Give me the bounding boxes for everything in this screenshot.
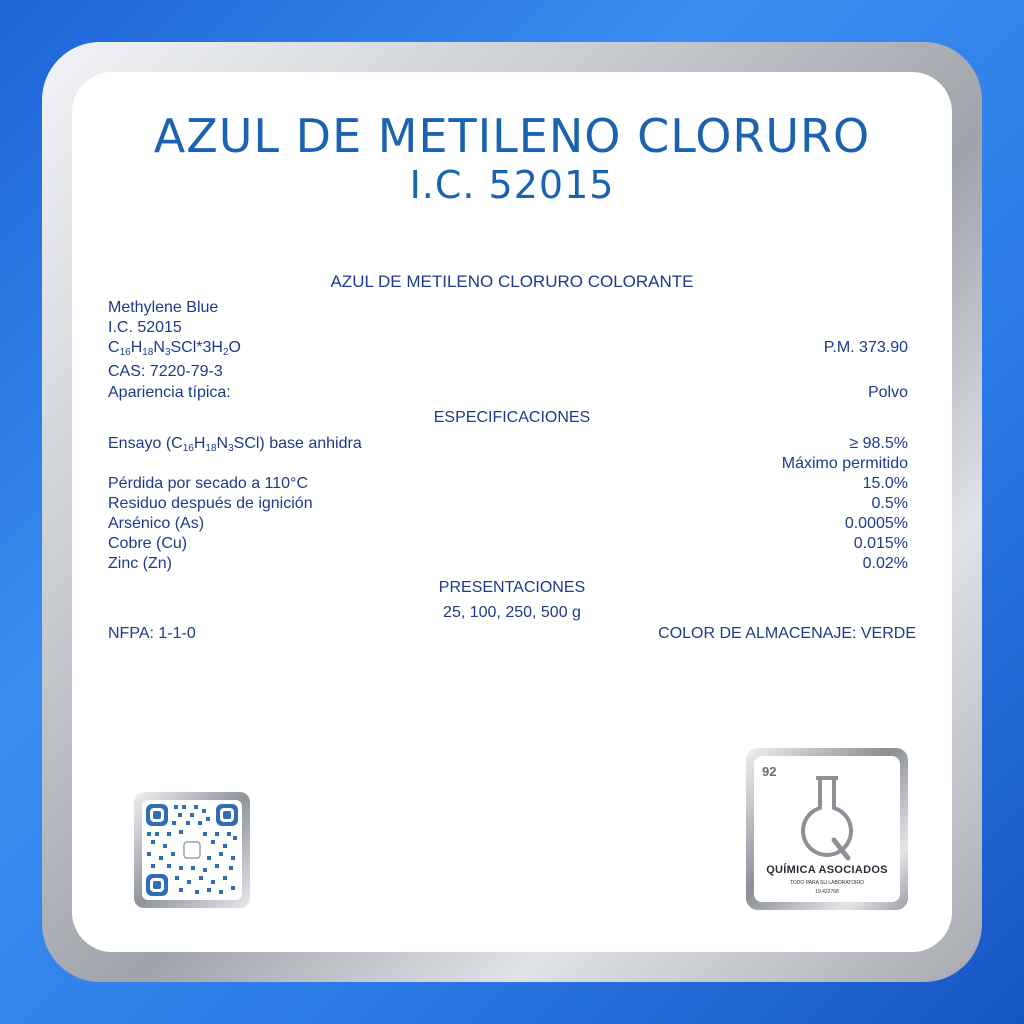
appearance-value: Polvo	[867, 384, 908, 401]
spec-row-value: 15.0%	[862, 475, 908, 492]
english-name: Methylene Blue	[108, 299, 219, 316]
spec-row-label: Cobre (Cu)	[108, 535, 188, 552]
logo-company-name: QUÍMICA ASOCIADOS	[766, 864, 888, 876]
spec-row-label: Residuo después de ignición	[108, 495, 313, 512]
color-index: I.C. 52015	[108, 319, 182, 336]
assay-label: Ensayo $(C_{16}H_{18}N_3SCl)$ base anhidra	[108, 435, 362, 454]
logo-number: 92	[762, 764, 777, 779]
logo-tagline: TODO PARA SU LABORATORIO	[789, 880, 865, 886]
appearance-label: Apariencia típica:	[108, 384, 231, 401]
spec-row-value: 0.0005%	[844, 515, 908, 532]
cas-number: CAS: 7220-79-3	[108, 363, 223, 380]
specs-heading: ESPECIFICACIONES	[433, 409, 591, 426]
spec-row-value: 0.015%	[853, 535, 908, 552]
chemical-formula: $C_{16}H_{18}N_3SCl*3H_2O$	[108, 339, 241, 358]
qr-code-icon	[142, 800, 242, 900]
page-title: AZUL DE METILENO CLORURO	[153, 109, 871, 163]
spec-row-label: Zinc (Zn)	[108, 555, 172, 572]
presentations-heading: PRESENTACIONES	[438, 579, 586, 596]
presentation-sizes: 25, 100, 250, 500 g	[443, 604, 581, 621]
max-allowed-label: Máximo permitido	[781, 455, 908, 472]
storage-color: COLOR DE ALMACENAJE: VERDE	[658, 625, 916, 642]
spec-row-label: Pérdida por secado a 110°C	[108, 475, 309, 492]
spec-row-value: 0.5%	[871, 495, 908, 512]
assay-value: ≥ 98.5%	[849, 435, 908, 452]
company-logo	[746, 748, 908, 910]
nfpa-rating: NFPA: 1-1-0	[108, 625, 196, 642]
flask-icon	[794, 774, 860, 862]
product-heading: AZUL DE METILENO CLORURO COLORANTE	[330, 272, 694, 291]
page-subtitle: I.C. 52015	[409, 163, 615, 207]
logo-phone: 19.422768	[815, 889, 839, 895]
molecular-weight: P.M. 373.90	[823, 339, 908, 356]
qr-code-frame[interactable]	[134, 792, 250, 908]
spec-row-value: 0.02%	[862, 555, 908, 572]
spec-row-label: Arsénico (As)	[108, 515, 205, 532]
